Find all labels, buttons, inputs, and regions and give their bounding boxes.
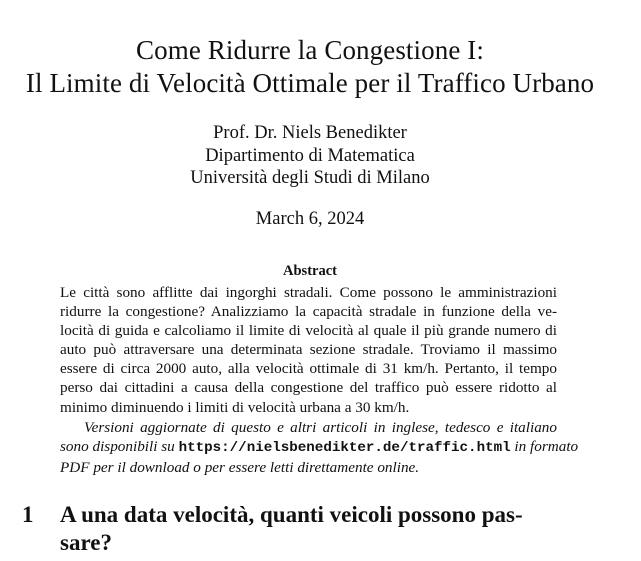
abstract-line: ridurre la congestione? Analizziamo la capacità stradale in funzione della ve- (60, 303, 557, 321)
abstract-availability-note (60, 418, 579, 477)
author-department: Dipartimento di Matematica (205, 145, 415, 166)
abstract-line: essere di circa 2000 auto, alla velocità ottimale di 31 km/h. Pertanto, il tempo (60, 360, 557, 378)
note-line (60, 437, 579, 458)
paper-title (0, 34, 620, 100)
author-university: Università degli Studi di Milano (190, 168, 430, 188)
paper-url-link[interactable]: https://nielsbenedikter.de/traffic.html (178, 440, 511, 457)
title-line-2: Il Limite di Velocità Ottimale per il Traffico Urbano (25, 68, 595, 98)
abstract-line: Le città sono afflitte dai ingorghi stradali. Come possono le amministrazioni (60, 284, 557, 301)
abstract-body (60, 283, 557, 417)
note-line: Versioni aggiornate di questo e altri articoli in inglese, tedesco e italiano (84, 419, 557, 436)
author-block (0, 122, 620, 190)
title-line-1: Come Ridurre la Congestione I: (136, 35, 484, 65)
author-name: Prof. Dr. Niels Benedikter (213, 123, 407, 143)
section-title-line-1: A una data velocità, quanti veicoli possono pas- (60, 502, 523, 527)
note-line: PDF per il download o per essere letti direttamente online. (60, 459, 420, 477)
abstract-line: locità di guida e calcoliamo il limite di velocità al quale il più grande numero di (60, 322, 557, 340)
note-suffix: in formato (514, 438, 579, 456)
paper-date: March 6, 2024 (255, 209, 365, 229)
section-title-line-2: sare? (60, 530, 112, 555)
abstract-line: perso dai cittadini a causa della congestione del traffico può essere ridotto al (60, 379, 557, 397)
abstract-heading: Abstract (283, 263, 337, 279)
note-prefix: sono disponibili su (60, 438, 175, 456)
section-number: 1 (22, 502, 34, 527)
abstract-line: minimo diminuendo i limiti di velocità urbana a 30 km/h. (60, 398, 410, 416)
abstract-line: auto può attraversare una determinata sezione stradale. Troviamo il massimo (60, 341, 557, 359)
section-title (60, 501, 600, 557)
